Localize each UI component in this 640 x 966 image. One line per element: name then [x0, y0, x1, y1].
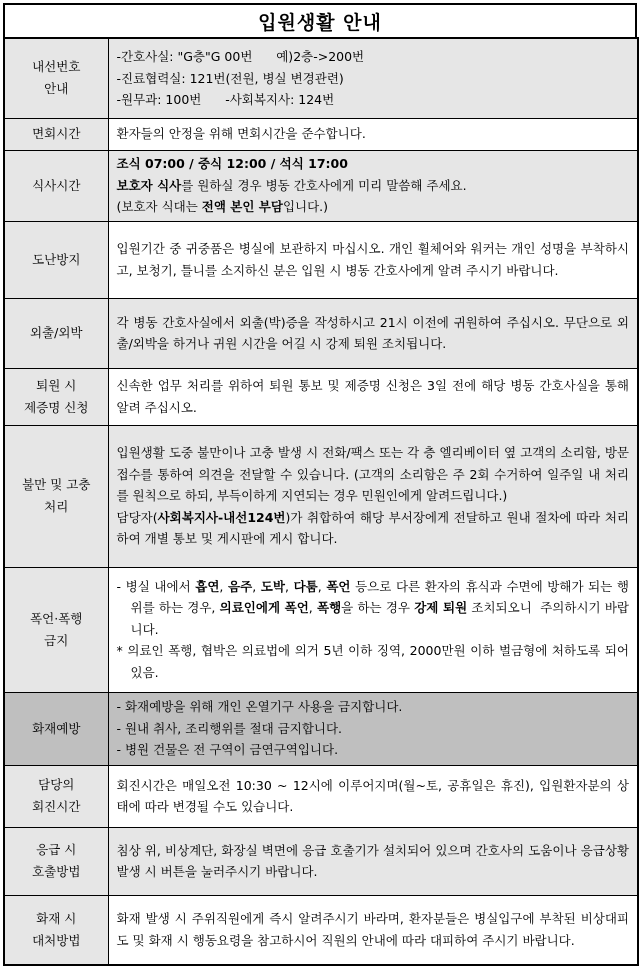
label-outing: 외출/외박	[4, 298, 108, 368]
meal-note: (보호자 식대는 전액 본인 부담입니다.)	[116, 199, 329, 215]
label-theft: 도난방지	[4, 221, 108, 298]
content-violence	[108, 567, 638, 692]
row-emergency	[4, 827, 638, 895]
content-emergency: 침상 위, 비상계단, 화장실 벽면에 응급 호출기가 설치되어 있으며 간호사의 도움이나 응급상황 발생 시 버튼을 눌러주시기 바랍니다.	[108, 827, 638, 895]
violence-law-note: * 의료인 폭행, 협박은 의료법에 의거 5년 이하 징역, 2000만원 이하 벌금형에 처하도록 되어있음.	[116, 643, 629, 680]
row-visit	[4, 118, 638, 150]
label-rounds: 담당의 회진시간	[4, 765, 108, 827]
content-complaint	[108, 425, 638, 567]
ext-admin-office: -원무과: 100번 -사회복지사: 124번	[116, 92, 335, 107]
meal-guardian: 보호자 식사를 원하실 경우 병동 간호사에게 미리 말씀해 주세요.	[116, 177, 467, 193]
row-fire-prevention	[4, 692, 638, 765]
content-visit: 환자들의 안정을 위해 면회시간을 준수합니다.	[108, 118, 638, 150]
label-violence: 폭언·폭행 금지	[4, 567, 108, 692]
label-extension: 내선번호 안내	[4, 38, 108, 118]
complaint-handling: 담당자(사회복지사-내선124번)가 취합하여 해당 부서장에게 전달하고 원내 절차에 따라 처리하여 개별 통보 및 게시판에 게시 합니다.	[116, 509, 629, 547]
page-title: 입원생활 안내	[3, 3, 637, 37]
label-visit: 면회시간	[4, 118, 108, 150]
row-rounds	[4, 765, 638, 827]
label-complaint: 불만 및 고충 처리	[4, 425, 108, 567]
row-meal	[4, 150, 638, 221]
ext-coop-office: -진료협력실: 121번(전원, 병실 변경관련)	[116, 70, 344, 86]
label-emergency: 응급 시 호출방법	[4, 827, 108, 895]
row-theft	[4, 221, 638, 298]
content-extension	[108, 38, 638, 118]
label-fire-prevention: 화재예방	[4, 692, 108, 765]
content-fire-response: 화재 발생 시 주위직원에게 즉시 알려주시기 바라며, 환자분들은 병실입구에 부착된 비상대피도 및 화재 시 행동요령을 참고하시어 직원의 안내에 따라 대피하여 주시기 바랍니다.	[108, 895, 638, 965]
content-theft: 입원기간 중 귀중품은 병실에 보관하지 마십시오. 개인 휠체어와 워커는 개인 성명을 부착하시고, 보청기, 틀니를 소지하신 분은 입원 시 병동 간호사에게 알려 주시기 바랍니다.	[108, 221, 638, 298]
meal-times: 조식 07:00 / 중식 12:00 / 석식 17:00	[116, 156, 348, 172]
complaint-channels: 입원생활 도중 불만이나 고충 발생 시 전화/팩스 또는 각 층 엘리베이터 옆 고객의 소리함, 방문 접수를 통하여 의견을 전달할 수 있습니다. (고객의 소리함은 주 2회 수거하여 일주일 내 처리를 원칙으로 하되, 부득이하게 지연되는 경우 민원인에게 알려드립니다.)	[116, 445, 629, 504]
ext-nurse-station: -간호사실: "G층"G 00번 예)2층->200번	[116, 49, 365, 64]
row-outing	[4, 298, 638, 368]
row-complaint	[4, 425, 638, 567]
content-fire-prevention: - 화재예방을 위해 개인 온열기구 사용을 금지합니다. - 원내 취사, 조리행위를 절대 금지합니다. - 병원 건물은 전 구역이 금연구역입니다.	[108, 692, 638, 765]
row-fire-response	[4, 895, 638, 965]
content-discharge: 신속한 업무 처리를 위하여 퇴원 통보 및 제증명 신청은 3일 전에 해당 병동 간호사실을 통해 알려 주십시오.	[108, 368, 638, 425]
content-outing: 각 병동 간호사실에서 외출(박)증을 작성하시고 21시 이전에 귀원하여 주십시오. 무단으로 외출/외박을 하거나 귀원 시간을 어길 시 강제 퇴원 조치됩니다.	[108, 298, 638, 368]
label-fire-response: 화재 시 대처방법	[4, 895, 108, 965]
guide-document	[3, 3, 637, 966]
content-rounds: 회진시간은 매일오전 10:30 ~ 12시에 이루어지며(월~토, 공휴일은 휴진), 입원환자분의 상태에 따라 변경될 수도 있습니다.	[108, 765, 638, 827]
row-extension	[4, 38, 638, 118]
violence-rule: - 병실 내에서 흡연, 음주, 도박, 다툼, 폭언 등으로 다른 환자의 휴식과 수면에 방해가 되는 행위를 하는 경우, 의료인에게 폭언, 폭행을 하는 경우 강제 퇴원 조치되오니 주의하시기 바랍니다.	[116, 578, 629, 637]
row-discharge	[4, 368, 638, 425]
label-meal: 식사시간	[4, 150, 108, 221]
label-discharge: 퇴원 시 제증명 신청	[4, 368, 108, 425]
content-meal	[108, 150, 638, 221]
guide-table	[3, 37, 639, 966]
row-violence	[4, 567, 638, 692]
